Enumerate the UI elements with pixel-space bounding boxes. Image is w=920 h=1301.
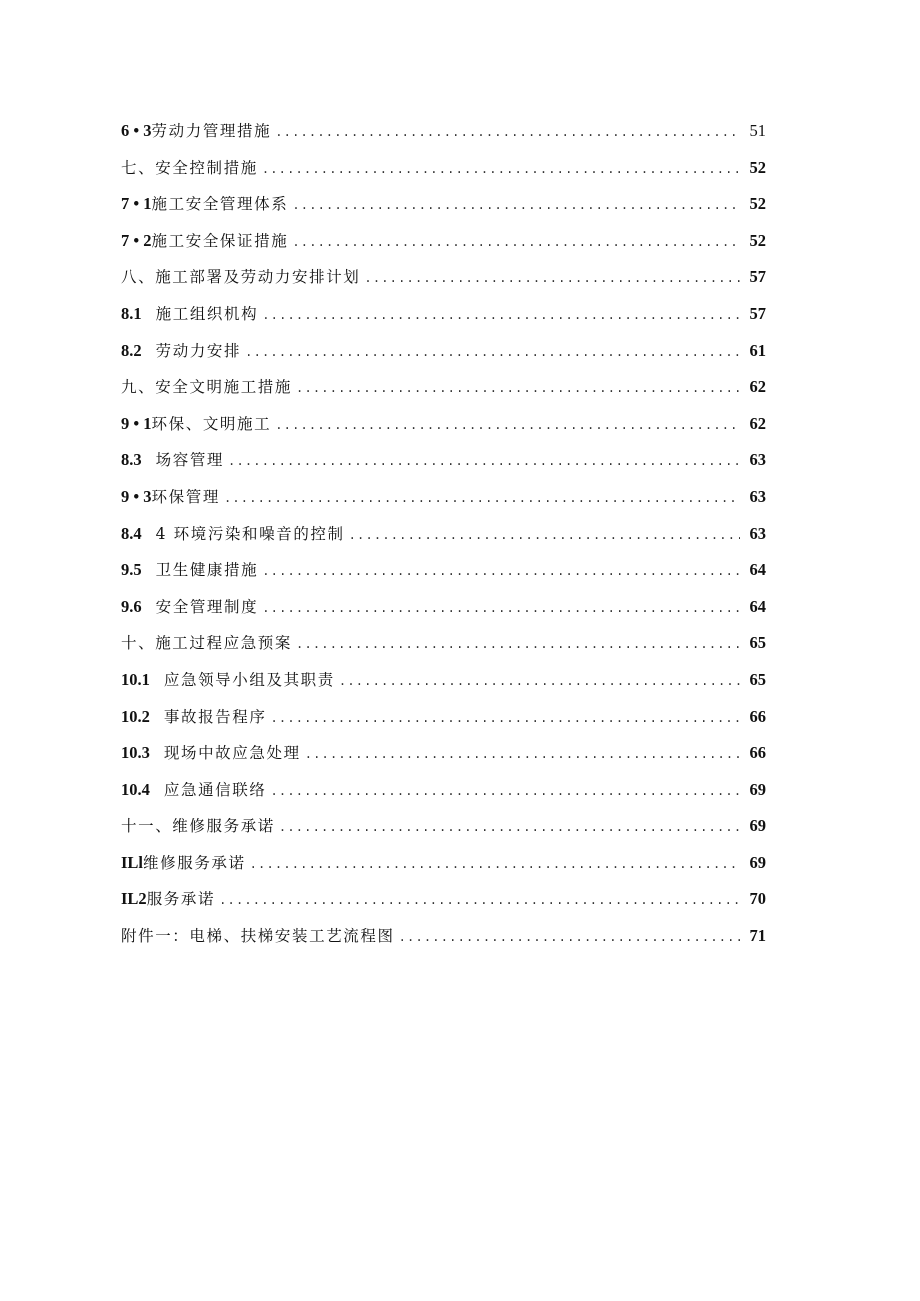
entry-title: 十一、维修服务承诺 xyxy=(121,817,275,836)
toc-entry[interactable] xyxy=(121,735,766,772)
entry-number: 8.1 xyxy=(121,303,142,323)
dot-leader xyxy=(349,517,740,554)
toc-entry[interactable] xyxy=(121,881,766,918)
entry-title: 应急通信联络 xyxy=(163,780,267,799)
entry-title: 现场中故应急处理 xyxy=(163,744,301,763)
entry-title: 十、施工过程应急预案 xyxy=(121,634,293,653)
dot-leader xyxy=(296,370,740,407)
entry-page-number: 69 xyxy=(749,816,766,836)
toc-entry[interactable] xyxy=(121,333,766,370)
entry-number: 8.4 xyxy=(121,523,142,543)
entry-page-number: 66 xyxy=(749,706,766,726)
entry-number: 10.1 xyxy=(121,669,150,689)
dot-leader xyxy=(270,773,740,810)
entry-number: 9 • 1 xyxy=(121,413,152,433)
entry-page-number: 57 xyxy=(749,267,766,287)
entry-page-number: 61 xyxy=(749,340,766,360)
dot-leader xyxy=(245,334,740,371)
entry-page-number: 64 xyxy=(749,596,766,616)
entry-title: 4 环境污染和噪音的控制 xyxy=(155,524,345,543)
toc-entry[interactable] xyxy=(121,150,766,187)
entry-page-number: 69 xyxy=(749,852,766,872)
entry-number: 10.4 xyxy=(121,779,150,799)
dot-leader xyxy=(292,224,740,261)
dot-leader xyxy=(250,846,740,883)
toc-entry[interactable] xyxy=(121,296,766,333)
table-of-contents xyxy=(121,113,766,955)
dot-leader xyxy=(275,114,740,151)
entry-number: IL2 xyxy=(121,889,147,909)
dot-leader xyxy=(275,407,740,444)
entry-number: 8.3 xyxy=(121,450,142,470)
entry-title: 九、安全文明施工措施 xyxy=(121,378,293,397)
dot-leader xyxy=(364,260,740,297)
entry-page-number: 51 xyxy=(749,121,766,140)
entry-title: 维修服务承诺 xyxy=(143,853,246,872)
dot-leader xyxy=(292,187,740,224)
entry-number: 10.3 xyxy=(121,743,150,763)
entry-number: 9.5 xyxy=(121,560,142,580)
toc-entry[interactable] xyxy=(121,662,766,699)
entry-title: 七、安全控制措施 xyxy=(121,158,258,177)
entry-page-number: 66 xyxy=(749,743,766,763)
entry-page-number: 71 xyxy=(749,926,766,946)
toc-entry[interactable] xyxy=(121,772,766,809)
toc-entry[interactable] xyxy=(121,589,766,626)
entry-title: 服务承诺 xyxy=(146,890,216,909)
entry-page-number: 63 xyxy=(749,486,766,506)
toc-entry[interactable] xyxy=(121,369,766,406)
entry-title: 八、施工部署及劳动力安排计划 xyxy=(121,268,361,287)
entry-number: 6 • 3 xyxy=(121,121,152,140)
entry-title: 劳动力管理措施 xyxy=(151,122,272,140)
toc-entry[interactable] xyxy=(121,625,766,662)
dot-leader xyxy=(224,480,740,517)
entry-title: 施工组织机构 xyxy=(155,304,259,323)
entry-page-number: 65 xyxy=(749,669,766,689)
entry-title: 环保、文明施工 xyxy=(151,414,272,433)
entry-title: 施工安全管理体系 xyxy=(151,195,289,214)
entry-title: 环保管理 xyxy=(151,487,220,506)
entry-page-number: 64 xyxy=(749,560,766,580)
toc-entry[interactable] xyxy=(121,552,766,589)
toc-entry[interactable] xyxy=(121,113,766,150)
entry-page-number: 52 xyxy=(749,230,766,250)
entry-page-number: 57 xyxy=(749,303,766,323)
entry-number: 9 • 3 xyxy=(121,486,152,506)
entry-number: 7 • 2 xyxy=(121,230,152,250)
entry-page-number: 62 xyxy=(749,413,766,433)
entry-page-number: 52 xyxy=(749,157,766,177)
entry-number: ILl xyxy=(121,852,144,872)
entry-title: 施工安全保证措施 xyxy=(151,231,289,250)
dot-leader xyxy=(305,736,740,773)
entry-title: 应急领导小组及其职责 xyxy=(163,670,335,689)
toc-entry[interactable] xyxy=(121,223,766,260)
dot-leader xyxy=(270,700,740,737)
dot-leader xyxy=(262,590,740,627)
dot-leader xyxy=(296,626,740,663)
dot-leader xyxy=(262,297,740,334)
toc-entry[interactable] xyxy=(121,845,766,882)
dot-leader xyxy=(262,553,740,590)
toc-entry[interactable] xyxy=(121,516,766,553)
dot-leader xyxy=(219,882,740,919)
dot-leader xyxy=(228,443,740,480)
entry-number: 9.6 xyxy=(121,596,142,616)
entry-title: 安全管理制度 xyxy=(155,597,259,616)
entry-page-number: 52 xyxy=(749,194,766,214)
entry-number: 8.2 xyxy=(121,340,142,360)
toc-entry[interactable] xyxy=(121,406,766,443)
toc-entry[interactable] xyxy=(121,808,766,845)
entry-title: 劳动力安排 xyxy=(155,341,242,360)
dot-leader xyxy=(279,809,740,846)
dot-leader xyxy=(262,151,740,188)
entry-title: 场容管理 xyxy=(155,451,225,470)
entry-page-number: 63 xyxy=(749,523,766,543)
entry-title: 卫生健康措施 xyxy=(155,561,259,580)
dot-leader xyxy=(399,919,740,956)
toc-entry[interactable] xyxy=(121,479,766,516)
toc-entry[interactable] xyxy=(121,259,766,296)
entry-page-number: 63 xyxy=(749,450,766,470)
entry-page-number: 65 xyxy=(749,633,766,653)
entry-number: 10.2 xyxy=(121,706,150,726)
toc-entry[interactable] xyxy=(121,699,766,736)
toc-entry[interactable] xyxy=(121,186,766,223)
entry-page-number: 69 xyxy=(749,779,766,799)
entry-title: 附件一：电梯、扶梯安装工艺流程图 xyxy=(121,927,395,946)
entry-number: 7 • 1 xyxy=(121,194,152,214)
toc-entry[interactable] xyxy=(121,442,766,479)
entry-title: 事故报告程序 xyxy=(163,707,267,726)
entry-page-number: 70 xyxy=(749,889,766,909)
entry-page-number: 62 xyxy=(749,377,766,397)
dot-leader xyxy=(339,663,740,700)
toc-entry[interactable] xyxy=(121,918,766,955)
